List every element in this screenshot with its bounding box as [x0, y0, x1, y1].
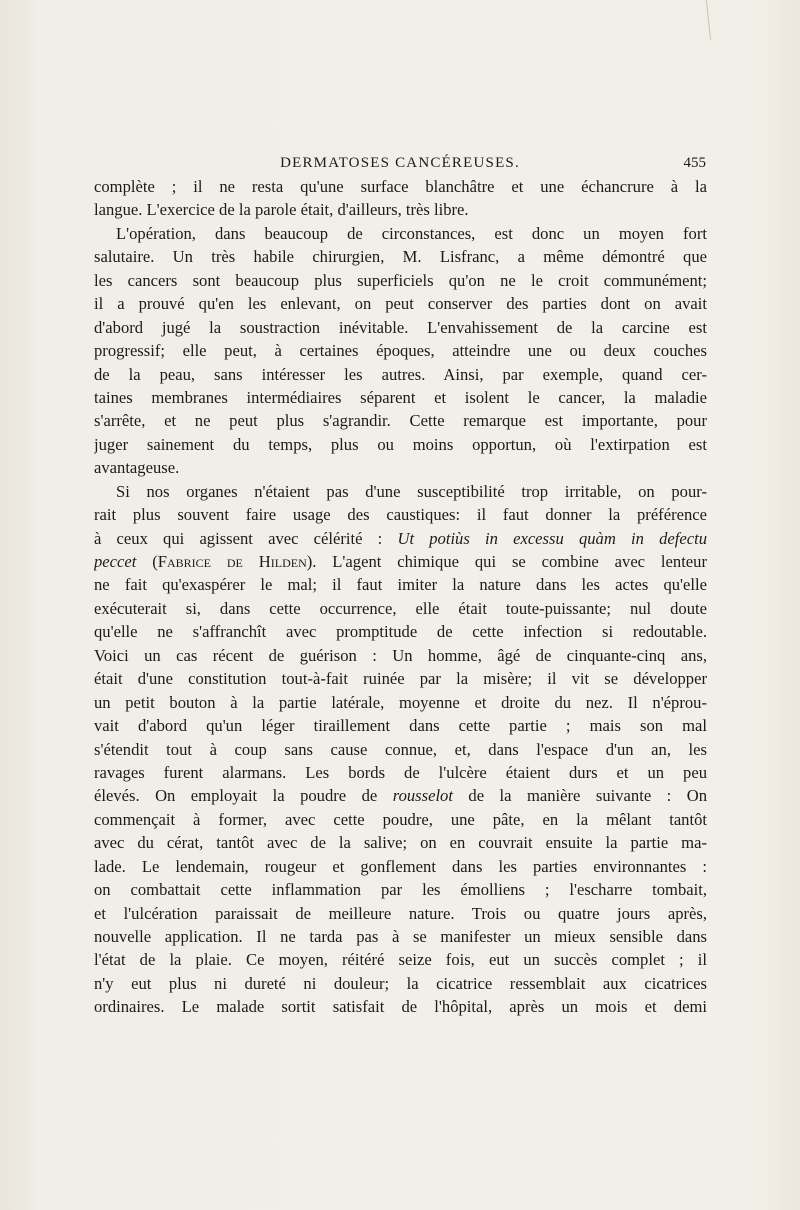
text-line: [94, 644, 707, 667]
text-run: et l'ulcération paraissait de meilleure nature. Trois ou quatre jours après,: [94, 903, 707, 923]
text-run: élevés. On employait la poudre de: [94, 786, 393, 806]
text-run: avantageuse.: [94, 458, 180, 478]
text-run: de la manière suivante : On: [452, 786, 707, 806]
text-run: Si nos organes n'étaient pas d'une susceptibilité trop irritable, on pour-: [116, 481, 707, 501]
text-line: [94, 620, 707, 643]
text-line: [94, 784, 707, 807]
text-line: [94, 972, 707, 995]
text-line: [94, 831, 707, 854]
text-run: langue. L'exercice de la parole était, d'ailleurs, très libre.: [94, 200, 469, 220]
text-run: Voici un cas récent de guérison : Un homme, âgé de cinquante-cinq ans,: [94, 645, 707, 665]
text-run: les cancers sont beaucoup plus superficiels qu'on ne le croit communément;: [94, 270, 707, 290]
text-line: [94, 597, 707, 620]
text-line: [94, 480, 707, 503]
text-line: [94, 808, 707, 831]
text-line: [94, 245, 707, 268]
text-run: ). L'agent chimique qui se combine avec lenteur: [306, 552, 707, 571]
text-run: (: [136, 552, 158, 571]
text-line: [94, 550, 707, 573]
text-line: [94, 948, 707, 971]
text-run: complète ; il ne resta qu'une surface blanchâtre et une échancrure à la: [94, 177, 707, 196]
text-line: [94, 925, 707, 948]
text-line: [94, 527, 707, 550]
text-italic: rousselot: [392, 786, 453, 806]
text-line: [94, 714, 707, 737]
text-line: [94, 316, 707, 339]
text-italic: peccet: [94, 552, 137, 571]
running-head: [94, 155, 706, 177]
text-run: un petit bouton à la partie latérale, moyenne et droite du nez. Il n'éprou-: [94, 692, 707, 712]
text-run: exécuterait si, dans cette occurrence, elle était toute-puissante; nul doute: [94, 598, 707, 618]
text-line: [94, 902, 707, 925]
text-line: [94, 456, 707, 479]
text-line: [94, 433, 707, 456]
text-run: de la peau, sans intéresser les autres. Ainsi, par exemple, quand cer-: [94, 364, 707, 384]
text-line: [94, 363, 707, 386]
text-line: [94, 339, 707, 362]
text-run: s'étendit tout à coup sans cause connue, et, dans l'espace d'un an, les: [94, 739, 707, 759]
text-run: vait d'abord qu'un léger tiraillement dans cette partie ; mais son mal: [94, 716, 707, 736]
text-run: était d'une constitution tout-à-fait ruinée par la misère; il vit se développer: [94, 669, 707, 689]
text-line: [94, 292, 707, 315]
text-run: salutaire. Un très habile chirurgien, M. Lisfranc, a même démontré que: [94, 247, 707, 267]
text-run: l'état de la plaie. Ce moyen, réitéré seize fois, eut un succès complet ; il: [94, 950, 707, 970]
text-run: à ceux qui agissent avec célérité :: [94, 528, 398, 548]
text-line: [94, 878, 707, 901]
page-number: 455: [683, 155, 706, 171]
text-run: commençait à former, avec cette poudre, une pâte, en la mêlant tantôt: [94, 809, 707, 829]
text-line: [94, 667, 707, 690]
text-run: L'opération, dans beaucoup de circonstances, est donc un moyen fort: [116, 223, 707, 243]
running-title: DERMATOSES CANCÉREUSES.: [280, 155, 520, 171]
text-run: lade. Le lendemain, rougeur et gonflement dans les parties environnantes :: [94, 856, 707, 876]
text-run: progressif; elle peut, à certaines époques, atteindre une ou deux couches: [94, 341, 707, 361]
text-line: [94, 503, 707, 526]
text-run: taines membranes intermédiaires séparent et isolent le cancer, la maladie: [94, 387, 707, 407]
text-run: avec du cérat, tantôt avec de la salive; on en couvrait ensuite la partie ma-: [94, 833, 707, 853]
text-run: s'arrête, et ne peut plus s'agrandir. Cette remarque est importante, pour: [94, 411, 707, 431]
text-run: nouvelle application. Il ne tarda pas à se manifester un mieux sensible dans: [94, 927, 707, 946]
text-line: [94, 995, 707, 1018]
text-run: qu'elle ne s'affranchît avec promptitude de cette infection si redoutable.: [94, 622, 707, 642]
text-line: [94, 175, 707, 198]
text-italic: Ut potiùs in excessu quàm in defectu: [397, 528, 707, 548]
text-run: ravages furent alarmans. Les bords de l'ulcère étaient durs et un peu: [94, 762, 707, 782]
text-run: d'abord jugé la soustraction inévitable. L'envahissement de la carcine est: [94, 317, 707, 337]
text-line: [94, 386, 707, 409]
text-line: [94, 573, 707, 596]
body-text: [94, 175, 707, 1019]
text-run: n'y eut plus ni dureté ni douleur; la cicatrice ressemblait aux cicatrices: [94, 973, 707, 993]
text-line: [94, 691, 707, 714]
paper-crease: [706, 0, 711, 40]
text-run: on combattait cette inflammation par les émolliens ; l'escharre tombait,: [94, 880, 707, 900]
text-line: [94, 222, 707, 245]
text-line: [94, 409, 707, 432]
text-smallcaps: Fabrice de Hilden: [157, 552, 307, 571]
text-run: il a prouvé qu'en les enlevant, on peut conserver des parties dont on avait: [94, 294, 707, 314]
text-run: juger sainement du temps, plus ou moins opportun, où l'extirpation est: [94, 434, 707, 454]
text-line: [94, 198, 707, 221]
text-run: rait plus souvent faire usage des caustiques: il faut donner la préférence: [94, 505, 707, 525]
text-line: [94, 761, 707, 784]
text-run: ne fait qu'exaspérer le mal; il faut imiter la nature dans les actes qu'elle: [94, 575, 707, 595]
text-line: [94, 855, 707, 878]
text-line: [94, 269, 707, 292]
text-line: [94, 738, 707, 761]
text-run: ordinaires. Le malade sortit satisfait de l'hôpital, après un mois et demi: [94, 997, 707, 1017]
